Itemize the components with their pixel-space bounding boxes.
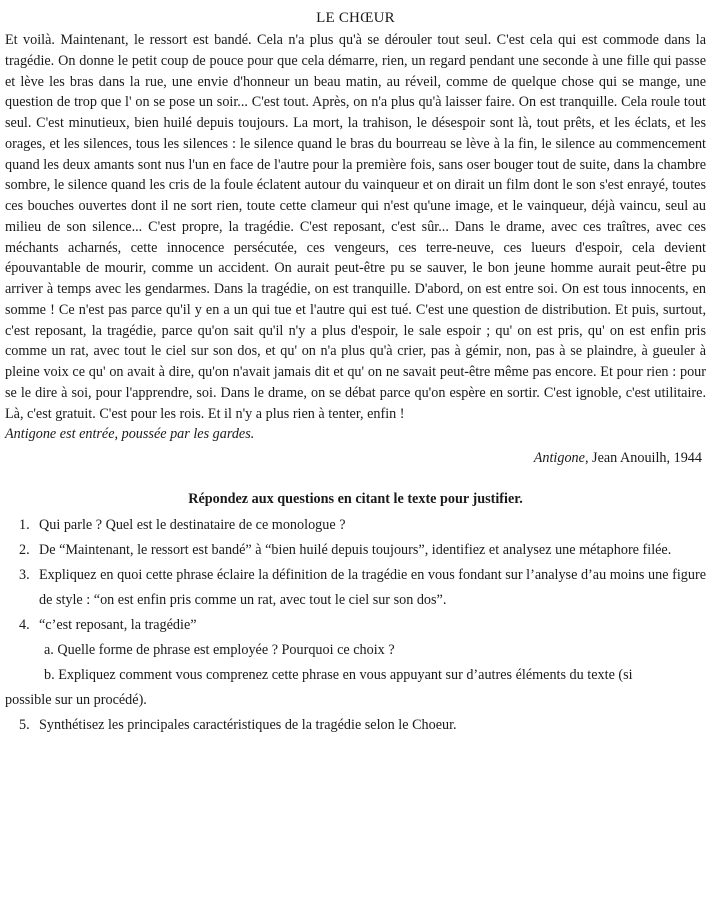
- subquestion-item: b. Expliquez comment vous comprenez cette phrase en vous appuyant sur d’autres éléments du texte (si: [44, 666, 633, 683]
- document-title: LE CHŒUR: [316, 10, 395, 26]
- question-number: 4.: [19, 616, 30, 633]
- monologue-paragraph: Et voilà. Maintenant, le ressort est bandé. Cela n'a plus qu'à se dérouler tout seul. C'est cela qui est commode dans la tragédie. On donne le petit coup de pouce pour que cela démarre, rien, un regard pendant une seconde à une fille qui passe et lève les bras dans la rue, une envie d'honneur un beau matin, au réveil, comme de quelque chose qui se mange, une question de trop que l' on se pose un soir... C'est tout. Après, on n'a plus qu'à laisser faire. On est tranquille. Cela roule tout seul. C'est minutieux, bien huilé depuis toujours. La mort, la trahison, le désespoir sont là, tout prêts, et les éclats, et les orages, et les silences, tous les silences : le silence quand le bras du bourreau se lève à la fin, le silence au commencement quand les deux amants sont nus l'un en face de l'autre pour la première fois, sans oser bouger tout de suite, dans la chambre sombre, le silence quand les cris de la foule éclatent autour du vainqueur et on dirait un film dont le son s'est enrayé, toutes ces bouches ouvertes dont il ne sort rien, toute cette clameur qui n'est qu'une image, et le vainqueur, déjà vaincu, seul au milieu de son silence... C'est propre, la tragédie. C'est reposant, c'est sûr... Dans le drame, avec ces traîtres, avec ces méchants acharnés, cette innocence persécutée, ces vengeurs, ces terre-neuve, ces lueurs d'espoir, cela devient épouvantable de mourir, comme un accident. On aurait peut-être pu se sauver, le bon jeune homme aurait peut-être pu arriver à temps avec les gendarmes. Dans la tragédie, on est tranquille. D'abord, on est entre soi. On est tous innocents, en somme ! Ce n'est pas parce qu'il y en a un qui tue et l'autre qui est tué. C'est une question de distribution. Et puis, surtout, c'est reposant, la tragédie, parce qu'on sait qu'il n'y a plus d'espoir, le sale espoir ; qu' on est pris, qu' on est enfin pris comme un rat, avec tout le ciel sur son dos, et qu' on n'a plus qu'à crier, pas à gémir, non, pas à se plaindre, à gueuler à pleine voix ce qu' on avait à dire, qu'on n'avait jamais dit et qu' on ne savait peut-être même pas encore. Et pour rien : pour se le dire à soi, pour l'apprendre, soi. Dans le drame, on se débat parce qu'on espère en sortir. C'est ignoble, c'est utilitaire. Là, c'est gratuit. C'est pour les rois. Et il n'y a plus rien à tenter, enfin !: [5, 32, 706, 422]
- source-work-title: Antigone: [533, 450, 585, 466]
- question-item: [5, 538, 706, 563]
- question-text: Synthétisez les principales caractéristiques de la tragédie selon le Choeur.: [39, 716, 457, 733]
- question-text: Qui parle ? Quel est le destinataire de ce monologue ?: [39, 516, 346, 533]
- question-text: Expliquez en quoi cette phrase éclaire la définition de la tragédie en vous fondant sur l’analyse d’au moins une figure de style : “on est enfin pris comme un rat, avec tout le ciel sur son dos”.: [39, 566, 706, 608]
- source-author-year: , Jean Anouilh, 1944: [584, 450, 702, 466]
- question-number: 3.: [19, 566, 30, 583]
- source-citation: [5, 448, 702, 469]
- subquestion-continuation: possible sur un procédé).: [5, 691, 147, 708]
- instructions-heading: Répondez aux questions en citant le texte pour justifier.: [188, 490, 523, 507]
- question-item: [5, 613, 706, 638]
- question-number: 5.: [19, 716, 30, 733]
- question-item: [5, 563, 706, 613]
- question-item: [5, 713, 706, 738]
- questions-list: [5, 513, 706, 738]
- question-text: De “Maintenant, le ressort est bandé” à “bien huilé depuis toujours”, identifiez et analysez une métaphore filée.: [39, 541, 672, 558]
- question-number: 2.: [19, 541, 30, 558]
- stage-direction: Antigone est entrée, poussée par les gardes.: [5, 426, 255, 443]
- subquestion-item: a. Quelle forme de phrase est employée ? Pourquoi ce choix ?: [44, 641, 395, 658]
- question-item: [5, 513, 706, 538]
- question-text: “c’est reposant, la tragédie”: [39, 616, 197, 633]
- question-number: 1.: [19, 516, 30, 533]
